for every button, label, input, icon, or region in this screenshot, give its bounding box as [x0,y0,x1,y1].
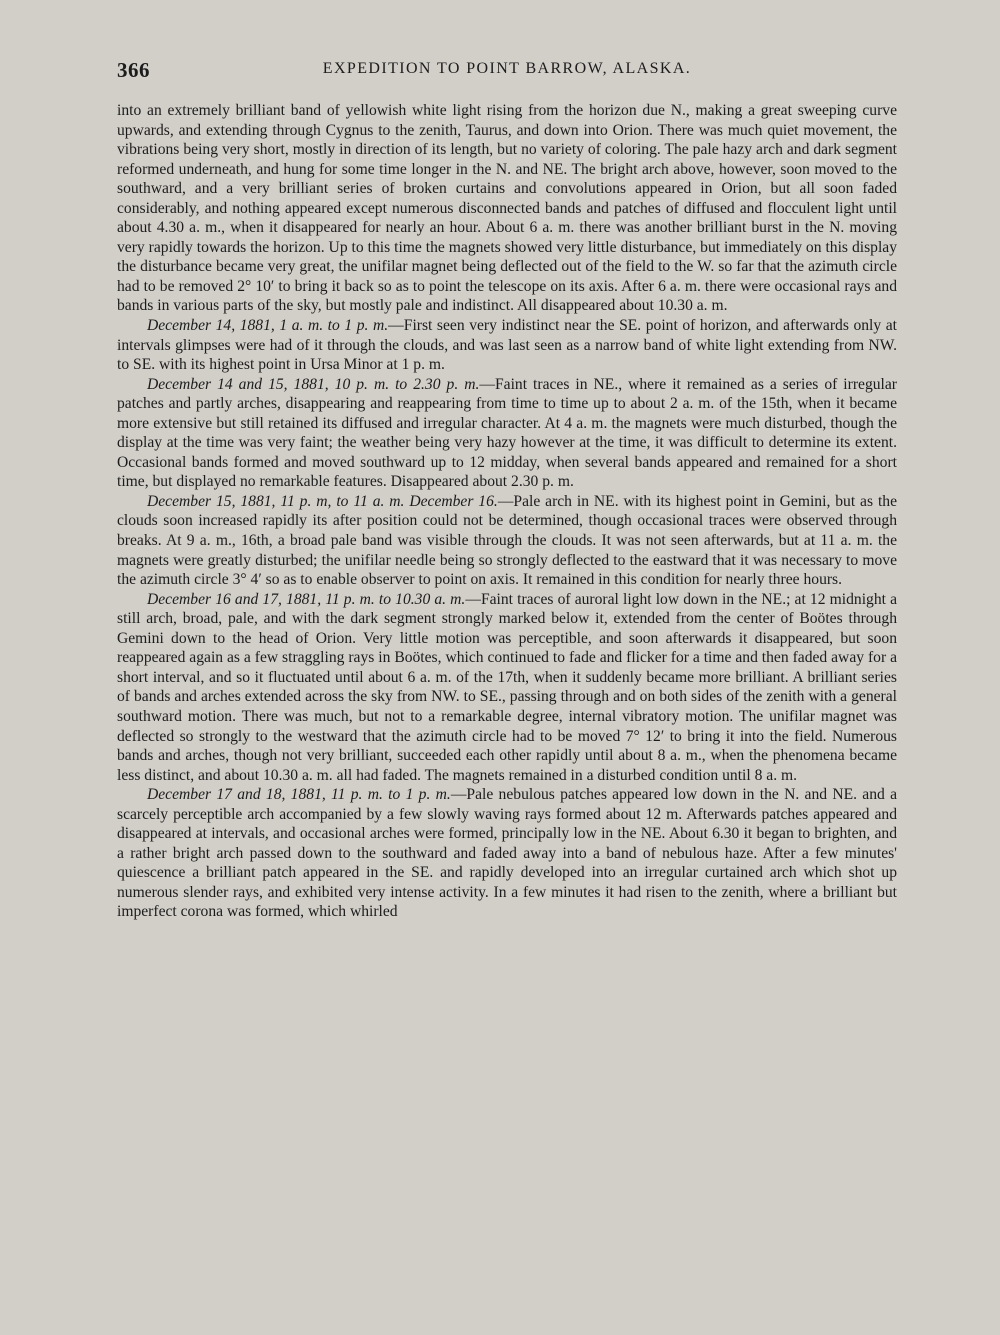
paragraph-continued [117,101,897,316]
entry-date: December 16 and 17, 1881, 11 p. m. to 10.30 a. m. [147,590,466,608]
page-number: 366 [117,58,150,82]
paragraph-text: —First seen very indistinct near the SE. point of horizon, and afterwards only at intervals glimpses were had of it through the clouds, and was last seen as a narrow band of white light extending from NW. to SE. with its highest point in Ursa Minor at 1 p. m. [117,317,898,374]
paragraph-text: —Faint traces in NE., where it remained as a series of irregular patches and partly arches, disappearing and reappearing from time to time up to about 2 a. m. of the 15th, when it became more extensive but still retained its diffused and irregular character. At 4 a. m. the magnets were much disturbed, though the display at the time was very faint; the weather being very hazy however at the time, it was difficult to determine its extent. Occasional bands formed and moved southward up to 12 midday, when several bands appeared and remained for a short time, but displayed no remarkable features. Disappeared about 2.30 p. m. [117,375,897,491]
entry-paragraph [117,785,897,922]
entry-paragraph [117,316,897,375]
entry-paragraph [117,492,897,590]
entry-date: December 17 and 18, 1881, 11 p. m. to 1 p. m. [147,786,451,804]
body-text [117,101,897,922]
entry-date: December 15, 1881, 11 p. m, to 11 a. m. December 16. [147,492,498,510]
paragraph-text: —Pale arch in NE. with its highest point in Gemini, but as the clouds soon increased rapidly its after position could not be determined, though occasional traces were observed through breaks. At 9 a. m., 16th, a broad pale band was visible through the clouds. It was not seen afterwards, but at 11 a. m. the magnets were greatly disturbed; the unifilar needle being so strongly deflected to the eastward that it was necessary to move the azimuth circle 3° 4′ so as to enable observer to point on axis. It remained in this condition for nearly three hours. [117,492,897,589]
paragraph-text: into an extremely brilliant band of yellowish white light rising from the horizon due N., making a great sweeping curve upwards, and extending through Cygnus to the zenith, Taurus, and down into Orion. There was much quiet movement, the vibrations being very short, mostly in direction of its length, but no variety of coloring. The pale hazy arch and dark segment reformed underneath, and hung for some time longer in the N. and NE. The bright arch above, however, soon moved to the southward, and a very brilliant series of broken curtains and convolutions appeared in Orion, but all soon faded considerably, and nothing appeared except numerous disconnected bands and patches of diffused and flocculent light until about 4.30 a. m., when it disappeared for nearly an hour. About 6 a. m. there was another brilliant burst in the N. moving very rapidly towards the horizon. Up to this time the magnets showed very little disturbance, but immediately on this display the disturbance became very great, the unifilar magnet being deflected out of the field to the W. so far that the azimuth circle had to be removed 2° 10′ to bring it back so as to point the telescope on its axis. After 6 a. m. there were occasional rays and bands in various parts of the sky, but mostly pale and indistinct. All disappeared about 10.30 a. m. [117,102,897,315]
paragraph-text: —Pale nebulous patches appeared low down in the N. and NE. and a scarcely perceptible arch accompanied by a few slowly waving rays formed about 12 m. Afterwards patches appeared and disappeared at intervals, and occasional arches were formed, principally low in the NE. About 6.30 it began to brighten, and a rather bright arch passed down to the southward and faded away into a band of nebulous haze. After a few minutes' quiescence a brilliant patch appeared in the SE. and rapidly developed into an irregular curtained arch which shot up numerous slender rays, and exhibited very intense activity. In a few minutes it had risen to the zenith, where a brilliant but imperfect corona was formed, which whirled [117,786,898,921]
entry-date: December 14 and 15, 1881, 10 p. m. to 2.30 p. m. [147,375,480,393]
entry-date: December 14, 1881, 1 a. m. to 1 p. m. [147,317,389,335]
entry-paragraph [117,590,897,785]
running-title: EXPEDITION TO POINT BARROW, ALASKA. [322,60,692,77]
paragraph-text: —Faint traces of auroral light low down in the NE.; at 12 midnight a still arch, broad, pale, and with the dark segment strongly marked below it, extended from the center of Boötes through Gemini down to the head of Orion. Very little motion was perceptible, and soon afterwards it disappeared, but soon reappeared again as a few straggling rays in Boötes, which continued to fade and flicker for a time and then faded away for a short interval, and so it fluctuated until about 6 a. m. of the 17th, when it suddenly became more brilliant. A brilliant series of bands and arches extended across the sky from NW. to SE., passing through and on both sides of the zenith with a general southward motion. There was much, but not to a remarkable degree, internal vibratory motion. The unifilar magnet was deflected so strongly to the westward that the azimuth circle had to be moved 7° 12′ to bring it into the field. Numerous bands and arches, though not very brilliant, succeeded each other rapidly until about 8 a. m., when the phenomena became less distinct, and about 10.30 a. m. all had faded. The magnets remained in a disturbed condition until 8 a. m. [117,590,897,784]
page-header [117,58,897,88]
entry-paragraph [117,375,897,492]
